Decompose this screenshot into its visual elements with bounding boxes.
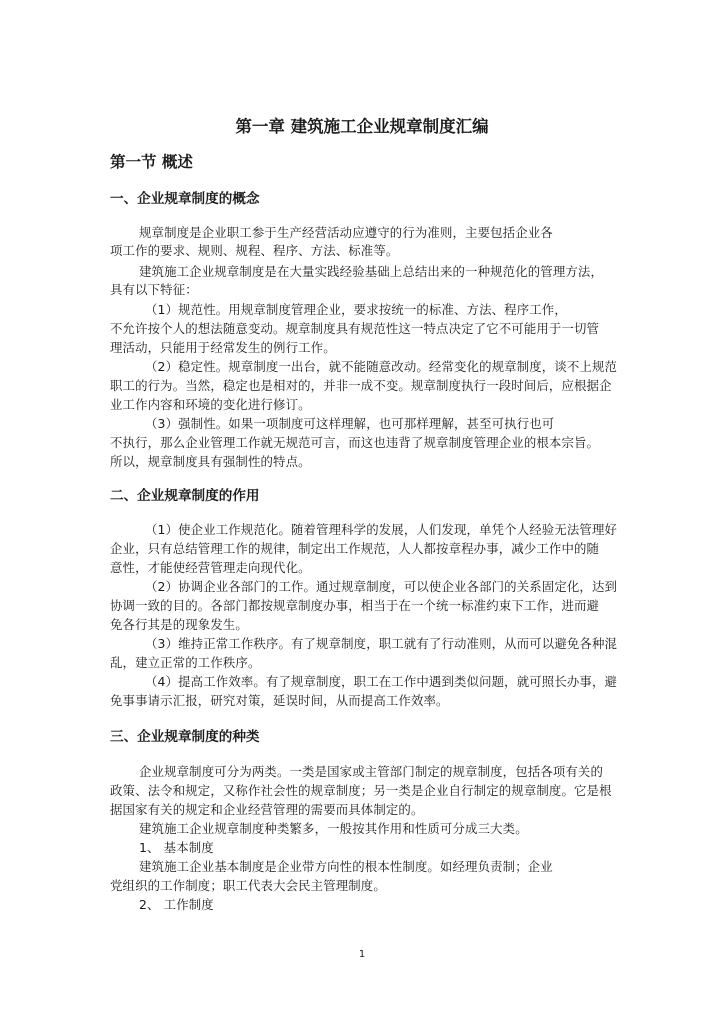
chapter-title: 第一章 建筑施工企业规章制度汇编 xyxy=(235,117,489,136)
paragraph-line: 理活动，只能用于经常发生的例行工作。 xyxy=(110,340,336,355)
paragraph-line: 不允许按个人的想法随意变动。规章制度具有规范性这一特点决定了它不可能用于一切管 xyxy=(110,321,600,336)
page-number: 1 xyxy=(358,949,366,960)
paragraph-line: 企业，只有总结管理工作的规律，制定出工作规范，人人都按章程办事，减少工作中的随 xyxy=(110,541,600,556)
paragraph-line: 企业规章制度可分为两类。一类是国家或主管部门制定的规章制度，包括各项有关的 xyxy=(139,764,604,779)
paragraph-line: 党组织的工作制度；职工代表大会民主管理制度。 xyxy=(110,878,386,893)
paragraph-line: 政策、法令和规定，又称作社会性的规章制度；另一类是企业自行制定的规章制度。它是根 xyxy=(110,783,612,798)
section-heading-role: 二、企业规章制度的作用 xyxy=(110,488,260,504)
paragraph-line: （1）使企业工作规范化。随着管理科学的发展，人们发现，单凭个人经验无法管理好 xyxy=(145,522,618,537)
paragraph-line: 免事事请示汇报，研究对策，延误时间，从而提高工作效率。 xyxy=(110,693,449,708)
paragraph-line: 意性，才能使经营管理走向现代化。 xyxy=(110,560,311,575)
section-heading-types: 三、企业规章制度的种类 xyxy=(110,729,260,745)
paragraph-line: 免各行其是的现象发生。 xyxy=(110,617,248,632)
list-item-heading: 2、 工作制度 xyxy=(139,897,214,912)
paragraph-line: （3）强制性。如果一项制度可这样理解，也可那样理解，甚至可执行也可 xyxy=(145,416,555,431)
paragraph-line: （2）协调企业各部门的工作。通过规章制度，可以使企业各部门的关系固定化，达到 xyxy=(145,579,618,594)
paragraph-line: 建筑施工企业规章制度是在大量实践经验基础上总结出来的一种规范化的管理方法， xyxy=(139,264,604,279)
list-item-heading: 1、 基本制度 xyxy=(139,840,214,855)
paragraph-line: 职工的行为。当然，稳定也是相对的，并非一成不变。规章制度执行一段时间后，应根据企 xyxy=(110,378,612,393)
paragraph-line: 协调一致的目的。各部门都按规章制度办事，相当于在一个统一标准约束下工作，进而避 xyxy=(110,598,600,613)
paragraph-line: 乱，建立正常的工作秩序。 xyxy=(110,655,261,670)
paragraph-line: 建筑施工企业规章制度种类繁多，一般按其作用和性质可分成三大类。 xyxy=(139,821,528,836)
paragraph-line: 规章制度是企业职工参于生产经营活动应遵守的行为准则，主要包括企业各 xyxy=(139,225,553,240)
paragraph-line: 具有以下特征： xyxy=(110,282,198,297)
paragraph-line: 业工作内容和环境的变化进行修订。 xyxy=(110,397,311,412)
paragraph-line: （1）规范性。用规章制度管理企业，要求按统一的标准、方法、程序工作， xyxy=(145,302,567,317)
paragraph-line: （3）维持正常工作秩序。有了规章制度，职工就有了行动准则，从而可以避免各种混 xyxy=(145,636,618,651)
paragraph-line: （4）提高工作效率。有了规章制度，职工在工作中遇到类似问题，就可照长办事，避 xyxy=(145,674,618,689)
paragraph-line: 建筑施工企业基本制度是企业带方向性的根本性制度。如经理负责制；企业 xyxy=(139,859,553,874)
paragraph-line: 不执行，那么企业管理工作就无规范可言，而这也违背了规章制度管理企业的根本宗旨。 xyxy=(110,435,600,450)
paragraph-line: 所以，规章制度具有强制性的特点。 xyxy=(110,454,311,469)
paragraph-line: （2）稳定性。规章制度一出台，就不能随意改动。经常变化的规章制度，谈不上规范 xyxy=(145,359,618,374)
paragraph-line: 项工作的要求、规则、规程、程序、方法、标准等。 xyxy=(110,243,399,258)
paragraph-line: 据国家有关的规定和企业经营管理的需要而具体制定的。 xyxy=(110,802,424,817)
section-heading-concept: 一、企业规章制度的概念 xyxy=(110,191,260,207)
section-title: 第一节 概述 xyxy=(110,153,193,171)
